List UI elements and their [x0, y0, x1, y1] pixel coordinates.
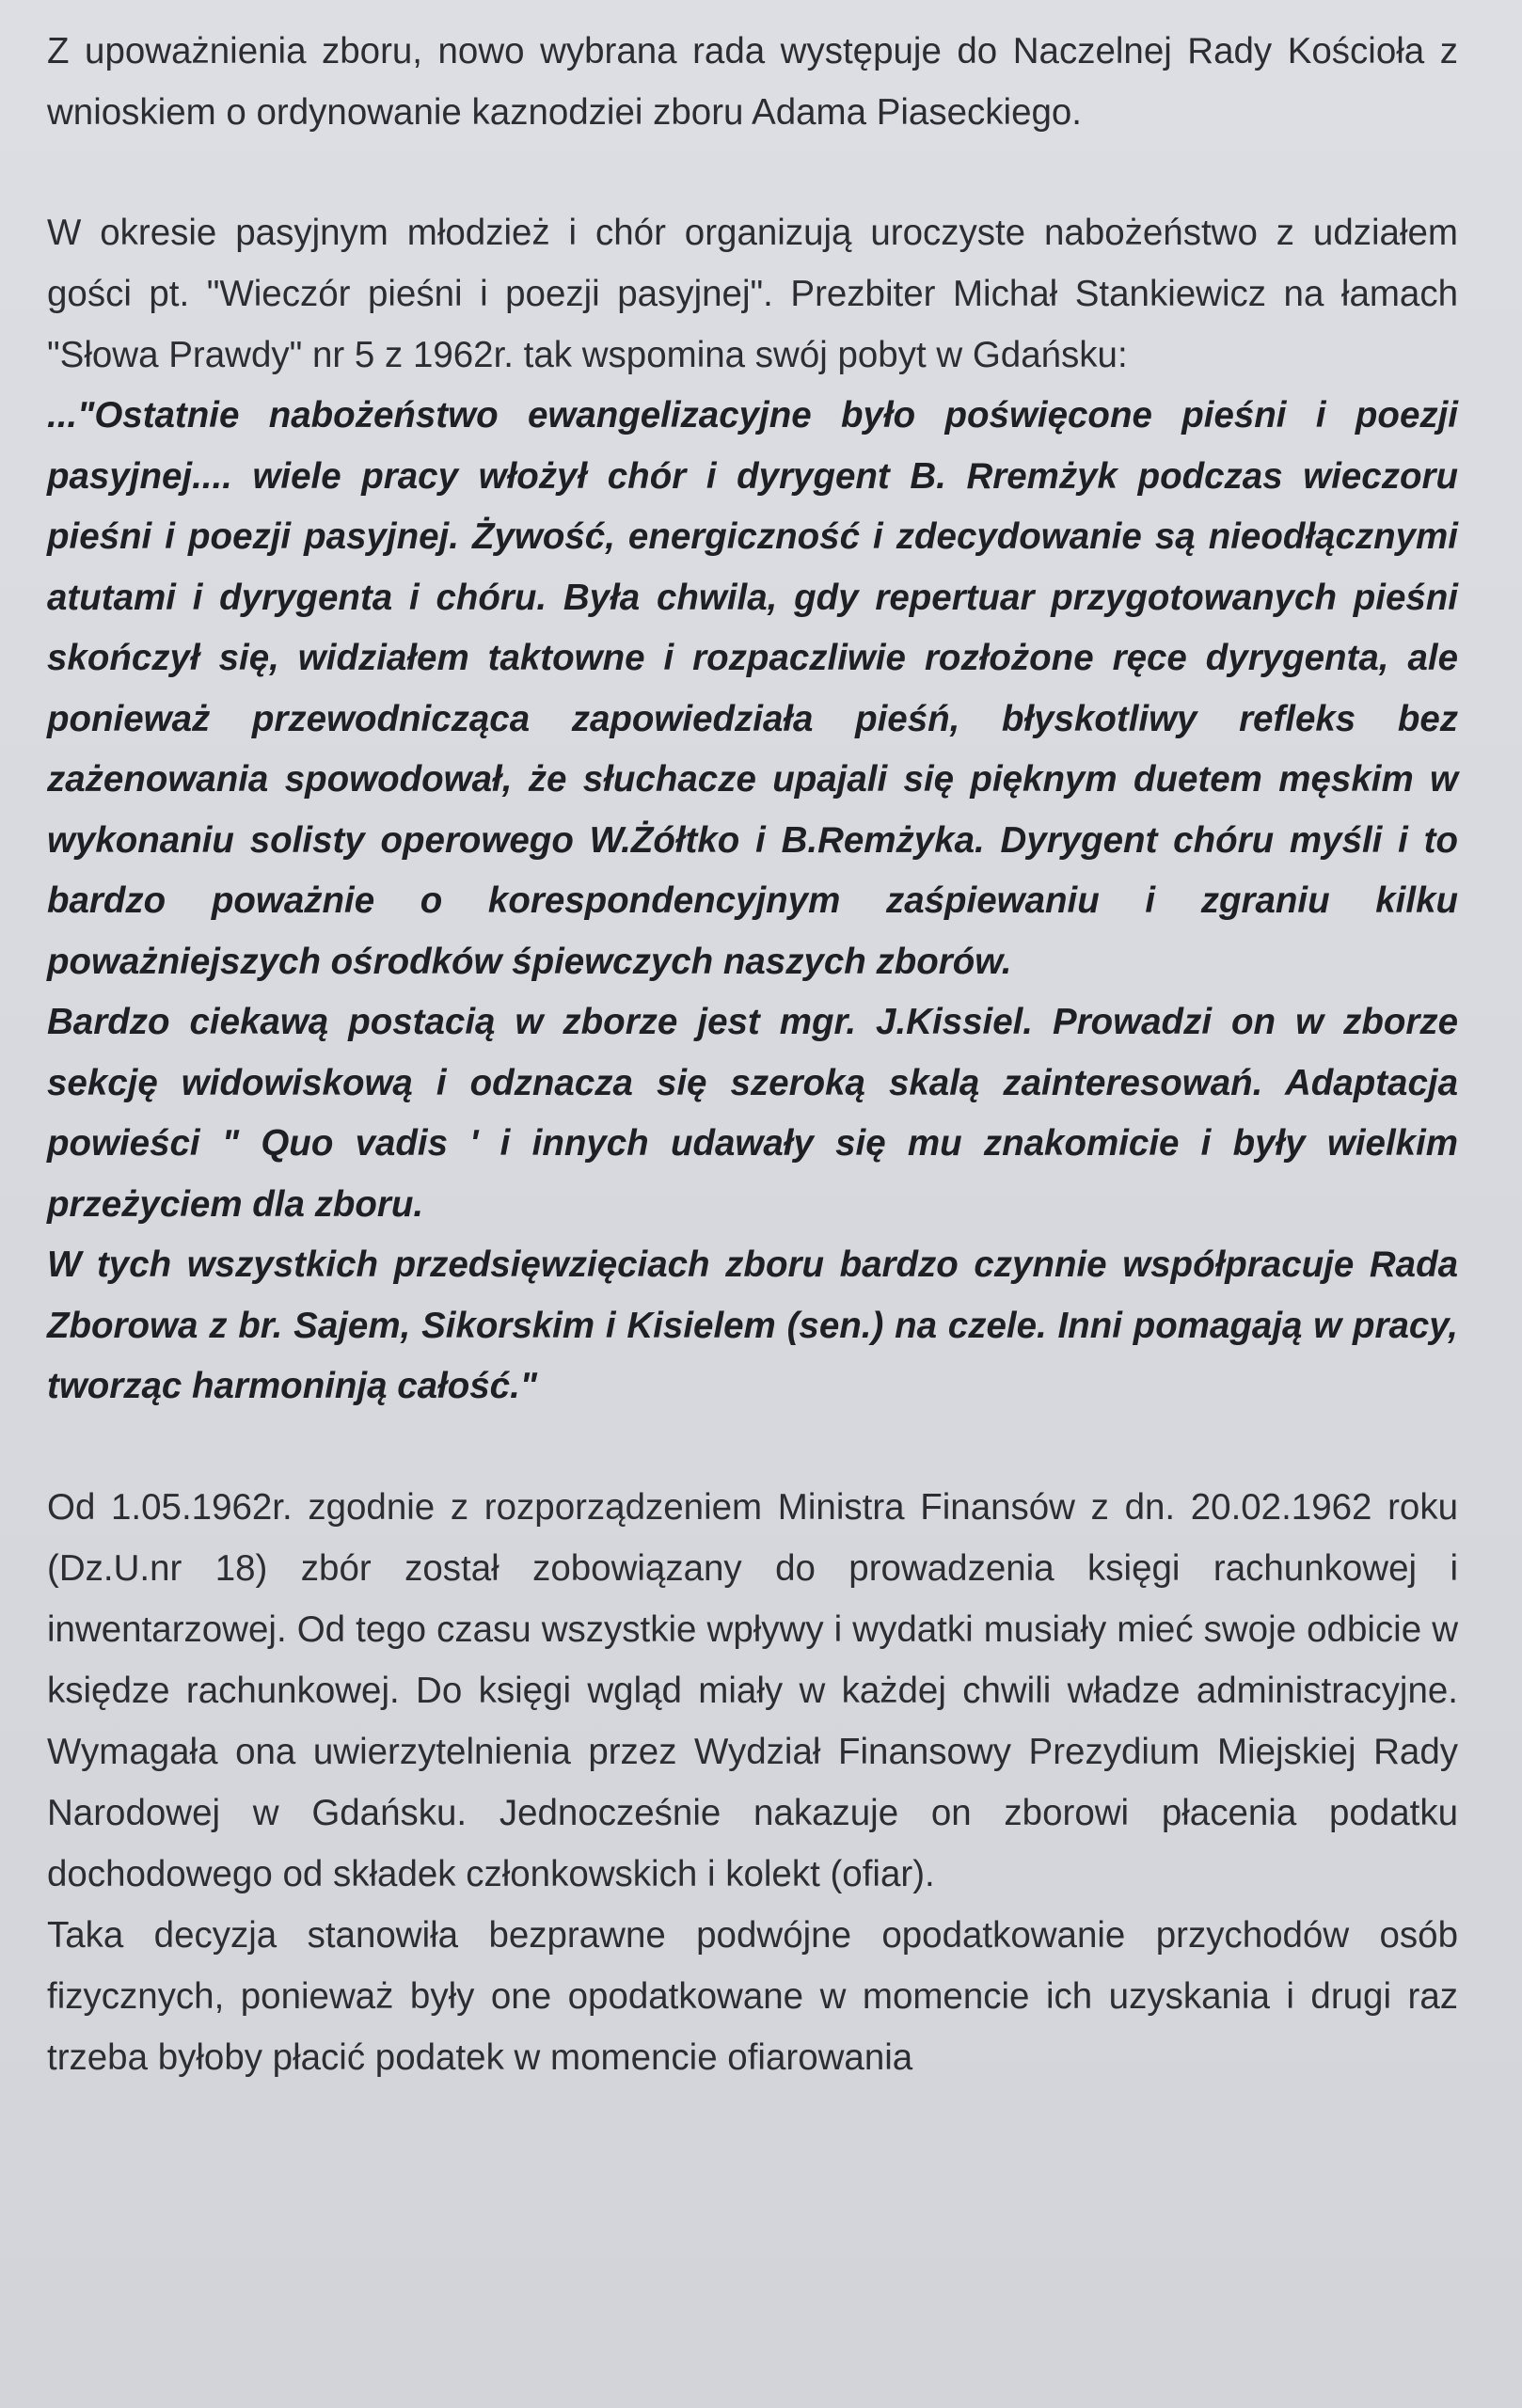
paragraph-passion-service: W okresie pasyjnym młodzież i chór organizują uroczyste nabożeństwo z udziałem gości pt. "Wieczór pieśni i poezji pasyjnej". Prezbiter Michał Stankiewicz na łamach "Słowa Prawdy" nr 5 z 1962r. tak wspomina swój pobyt w Gdańsku:	[47, 213, 1458, 375]
quote-evangelization-service: ..."Ostatnie nabożeństwo ewangelizacyjne było poświęcone pieśni i poezji pasyjnej.... wiele pracy włożył chór i dyrygent B. Rremżyk podczas wieczoru pieśni i poezji pasyjnej. Żywość, energiczność i zdecydowanie są nieodłącznymi atutami i dyrygenta i chóru. Była chwila, gdy repertuar przygotowanych pieśni skończył się, widziałem taktowne i rozpaczliwie rozłożone ręce dyrygenta, ale ponieważ przewodnicząca zapowiedziała pieśń, błyskotliwy refleks bez zażenowania spowodował, że słuchacze upajali się pięknym duetem męskim w wykonaniu solisty operowego W.Żółtko i B.Remżyka. Dyrygent chóru myśli i to bardzo poważnie o korespondencyjnym zaśpiewaniu i zgraniu kilku poważniejszych ośrodków śpiewczych naszych zborów.	[47, 395, 1458, 982]
quote-church-council: W tych wszystkich przedsięwzięciach zboru bardzo czynnie współpracuje Rada Zborowa z br. Sajem, Sikorskim i Kisielem (sen.) na czele. Inni pomagają w pracy, tworząc harmoninją całość."	[47, 1244, 1458, 1406]
paragraph-accounting-books: Od 1.05.1962r. zgodnie z rozporządzeniem Ministra Finansów z dn. 20.02.1962 roku (Dz.U.nr 18) zbór został zobowiązany do prowadzenia księgi rachunkowej i inwentarzowej. Od tego czasu wszystkie wpływy i wydatki musiały mieć swoje odbicie w księdze rachunkowej. Do księgi wgląd miały w każdej chwili władze administracyjne. Wymagała ona uwierzytelnienia przez Wydział Finansowy Prezydium Miejskiej Rady Narodowej w Gdańsku. Jednocześnie nakazuje on zborowi płacenia podatku dochodowego od składek członkowskich i kolekt (ofiar).	[47, 1486, 1458, 1894]
quote-kissiel-section: Bardzo ciekawą postacią w zborze jest mgr. J.Kissiel. Prowadzi on w zborze sekcję widowiskową i odznacza się szeroką skalą zainteresowań. Adaptacja powieści " Quo vadis ' i innych udawały się mu znakomicie i były wielkim przeżyciem dla zboru.	[47, 1002, 1458, 1225]
paragraph-double-taxation: Taka decyzja stanowiła bezprawne podwójne opodatkowanie przychodów osób fizycznych, ponieważ były one opodatkowane w momencie ich uzyskania i drugi raz trzeba byłoby płacić podatek w momencie ofiarowania	[47, 1914, 1458, 2078]
paragraph-ordination-request: Z upoważnienia zboru, nowo wybrana rada występuje do Naczelnej Rady Kościoła z wnioskiem o ordynowanie kaznodziei zboru Adama Piaseckiego.	[47, 31, 1458, 133]
